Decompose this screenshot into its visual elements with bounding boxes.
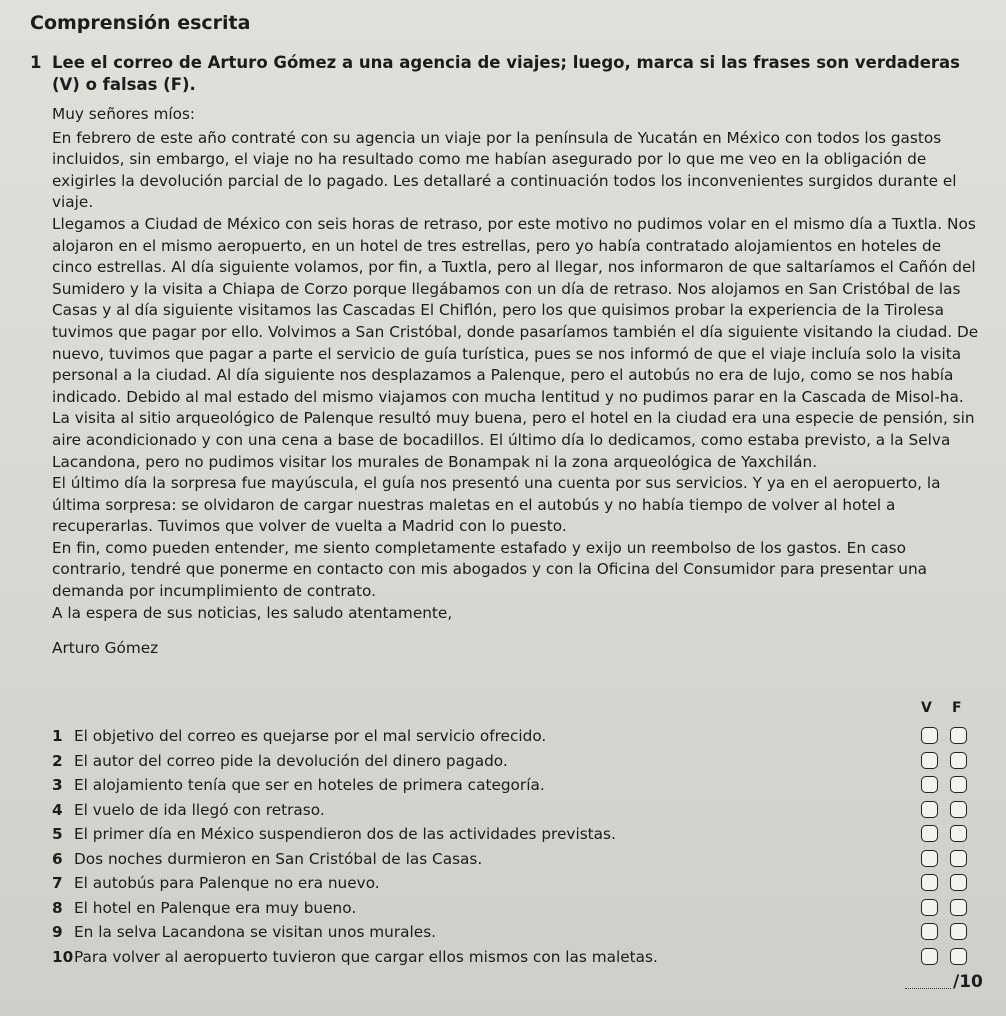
- statement-row: [52, 749, 952, 774]
- false-checkbox[interactable]: [950, 923, 967, 940]
- statement-text: El alojamiento tenía que ser en hoteles de primera categoría.: [74, 776, 545, 794]
- statement-number: 10: [52, 947, 74, 966]
- false-checkbox[interactable]: [950, 850, 967, 867]
- section-title: Comprensión escrita: [30, 12, 251, 34]
- letter-paragraph-1: En febrero de este año contraté con su agencia un viaje por la península de Yucatán en México con todos los gastos incluidos, sin embargo, el viaje no ha resultado como me habían asegurado por lo que me veo en la obligación de exigirles la devolución parcial de lo pagado. Les detallaré a continuación todos los inconvenientes surgidos durante el viaje.: [52, 128, 957, 212]
- statement-text: El objetivo del correo es quejarse por el mal servicio ofrecido.: [74, 727, 547, 745]
- letter-signature: Arturo Gómez: [52, 639, 159, 658]
- statement-text: En la selva Lacandona se visitan unos murales.: [74, 923, 437, 941]
- statement-number: 1: [52, 727, 63, 745]
- statement-row: [52, 822, 952, 847]
- exercise-instruction: [30, 52, 982, 96]
- statement-number: 8: [52, 898, 63, 917]
- exercise-number: 1: [30, 53, 42, 72]
- statement-row: [52, 724, 952, 749]
- false-column-label: F: [952, 700, 962, 716]
- statement-number: 7: [52, 874, 63, 892]
- true-column-label: V: [921, 700, 932, 716]
- letter-greeting: Muy señores míos:: [52, 105, 196, 123]
- score-blank[interactable]: [905, 988, 951, 989]
- score-total: /10: [953, 972, 983, 992]
- statement-row: [52, 896, 952, 921]
- true-checkbox[interactable]: [921, 801, 938, 818]
- statement-text: El primer día en México suspendieron dos de las actividades previstas.: [74, 825, 616, 843]
- statement-text: Dos noches durmieron en San Cristóbal de las Casas.: [74, 849, 483, 868]
- letter-paragraph-3: El último día la sorpresa fue mayúscula, el guía nos presentó una cuenta por sus servicios. Y ya en el aeropuerto, la última sorpresa: se olvidaron de cargar nuestras maletas en el autobús y no había tiempo de volver al hotel a recuperarlas. Tuvimos que volver de vuelta a Madrid con lo puesto.: [52, 474, 941, 536]
- statement-number: 2: [52, 751, 63, 770]
- false-checkbox[interactable]: [950, 752, 967, 769]
- false-checkbox[interactable]: [950, 874, 967, 891]
- email-letter: [30, 104, 982, 660]
- false-checkbox[interactable]: [950, 727, 967, 744]
- statement-number: 3: [52, 776, 63, 794]
- statement-number: 4: [52, 800, 63, 819]
- statement-text: El autor del correo pide la devolución del dinero pagado.: [74, 751, 508, 770]
- statement-number: 5: [52, 825, 63, 843]
- true-checkbox[interactable]: [921, 899, 938, 916]
- statement-text: El hotel en Palenque era muy bueno.: [74, 898, 357, 917]
- letter-closing: A la espera de sus noticias, les saludo atentamente,: [52, 603, 453, 622]
- true-checkbox[interactable]: [921, 874, 938, 891]
- true-checkbox[interactable]: [921, 948, 938, 965]
- false-checkbox[interactable]: [950, 899, 967, 916]
- statement-row: [52, 798, 952, 823]
- true-checkbox[interactable]: [921, 727, 938, 744]
- statement-row: [52, 773, 952, 798]
- statements-list: [52, 724, 952, 969]
- statement-text: El autobús para Palenque no era nuevo.: [74, 874, 380, 892]
- statement-row: [52, 945, 952, 970]
- statement-text: El vuelo de ida llegó con retraso.: [74, 800, 325, 819]
- false-checkbox[interactable]: [950, 825, 967, 842]
- false-checkbox[interactable]: [950, 948, 967, 965]
- true-checkbox[interactable]: [921, 923, 938, 940]
- true-false-header: [920, 700, 974, 720]
- false-checkbox[interactable]: [950, 776, 967, 793]
- instruction-text: Lee el correo de Arturo Gómez a una agencia de viajes; luego, marca si las frases son verdaderas (V) o falsas (F).: [52, 53, 961, 94]
- letter-paragraph-4: En fin, como pueden entender, me siento completamente estafado y exijo un reembolso de los gastos. En caso contrario, tendré que ponerme en contacto con mis abogados y con la Oficina del Consumidor para presentar una demanda por incumplimiento de contrato.: [52, 538, 928, 601]
- true-checkbox[interactable]: [921, 776, 938, 793]
- statement-number: 9: [52, 923, 63, 941]
- statement-text: Para volver al aeropuerto tuvieron que cargar ellos mismos con las maletas.: [74, 947, 658, 966]
- true-checkbox[interactable]: [921, 850, 938, 867]
- score-field: [905, 972, 983, 992]
- statement-row: [52, 847, 952, 872]
- true-checkbox[interactable]: [921, 752, 938, 769]
- statement-number: 6: [52, 849, 63, 868]
- true-checkbox[interactable]: [921, 825, 938, 842]
- letter-paragraph-2: Llegamos a Ciudad de México con seis horas de retraso, por este motivo no pudimos volar en el mismo día a Tuxtla. Nos alojaron en el mismo aeropuerto, en un hotel de tres estrellas, pero yo había contratado alojamientos en hoteles de cinco estrellas. Al día siguiente volamos, por fin, a Tuxtla, pero al llegar, nos informaron de que saltaríamos el Cañón del Sumidero y la visita a Chiapa de Corzo porque llegábamos con un día de retraso. Nos alojamos en San Cristóbal de las Casas y al día siguiente visitamos las Cascadas El Chiflón, pero los que quisimos probar la experiencia de la Tirolesa tuvimos que pagar por ello. Volvimos a San Cristóbal, donde pasaríamos también el día siguiente visitando la ciudad. De nuevo, tuvimos que pagar a parte el servicio de guía turística, pues se nos informó de que el viaje incluía solo la visita personal a la ciudad. Al día siguiente nos desplazamos a Palenque, pero el autobús no era de lujo, como se nos había indicado. Debido al mal estado del mismo viajamos con mucha lentitud y no pudimos parar en la Cascada de Misol-ha. La visita al sitio arqueológico de Palenque resultó muy buena, pero el hotel en la ciudad era una especie de pensión, sin aire acondicionado y con una cena a base de bocadillos. El último día lo dedicamos, como estaba previsto, a la Selva Lacandona, pero no pudimos visitar los murales de Bonampak ni la zona arqueológica de Yaxchilán.: [52, 214, 979, 471]
- statement-row: [52, 920, 952, 945]
- statement-row: [52, 871, 952, 896]
- false-checkbox[interactable]: [950, 801, 967, 818]
